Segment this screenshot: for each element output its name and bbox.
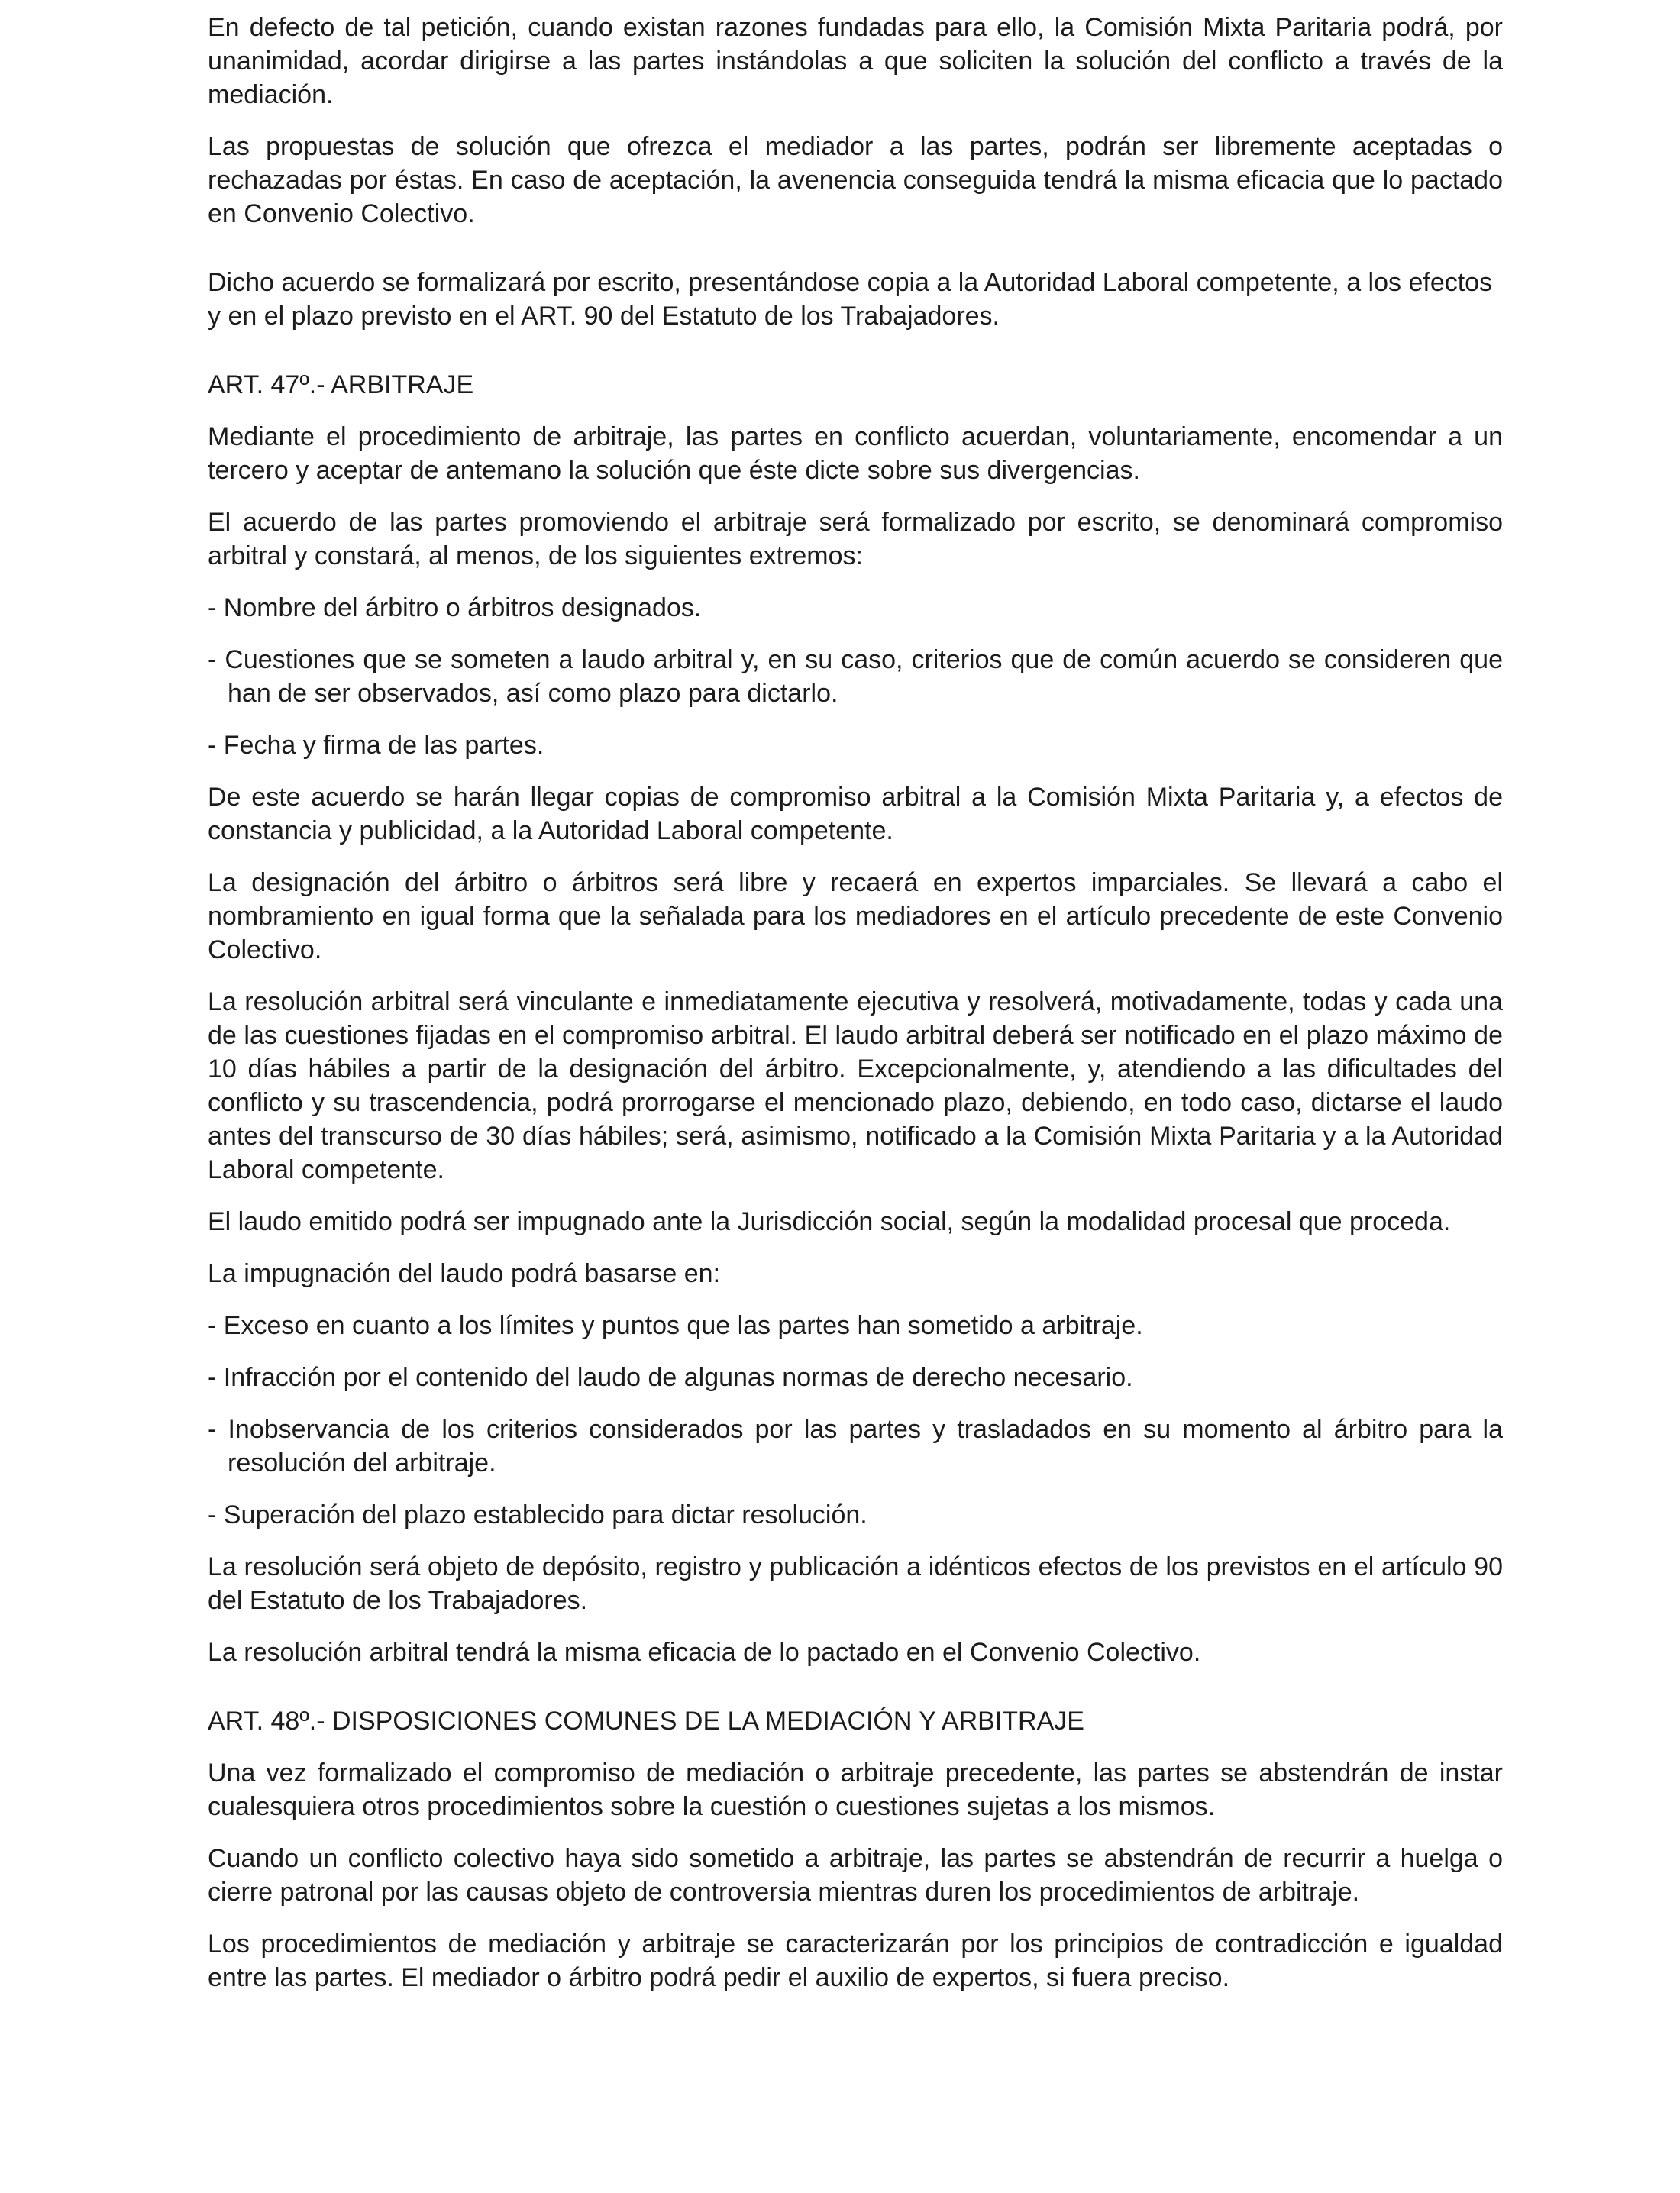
list-item: - Infracción por el contenido del laudo de algunas normas de derecho necesario. [208,1363,1133,1392]
article-48-heading: ART. 48º.- DISPOSICIONES COMUNES DE LA MEDIACIÓN Y ARBITRAJE [208,1707,1084,1736]
paragraph-mediation-request: En defecto de tal petición, cuando existan razones fundadas para ello, la Comisión Mixta Paritaria podrá, por unanimidad, acordar dirigirse a las partes instándolas a que soliciten la solución del conflicto a través de la mediación. [208,13,1503,109]
paragraph-challenge-grounds: La impugnación del laudo podrá basarse en: [208,1259,721,1288]
list-item: - Superación del plazo establecido para dictar resolución. [208,1500,867,1529]
list-item: - Exceso en cuanto a los límites y puntos que las partes han sometido a arbitraje. [208,1311,1143,1340]
paragraph-abstain-procedures: Una vez formalizado el compromiso de mediación o arbitraje precedente, las partes se abstendrán de instar cualesquiera otros procedimientos sobre la cuestión o cuestiones sujetas a los mismos. [208,1759,1503,1821]
paragraph-arbitration-definition: Mediante el procedimiento de arbitraje, las partes en conflicto acuerdan, voluntariamente, encomendar a un tercero y aceptar de antemano la solución que éste dicte sobre sus divergencias. [208,422,1503,485]
list-item: - Cuestiones que se someten a laudo arbitral y, en su caso, criterios que de común acuerdo se consideren que han de ser observados, así como plazo para dictarlo. [208,645,1503,708]
list-item: - Fecha y firma de las partes. [208,731,544,760]
paragraph-arbitral-commitment: El acuerdo de las partes promoviendo el arbitraje será formalizado por escrito, se denominará compromiso arbitral y constará, al menos, de los siguientes extremos: [208,508,1503,570]
paragraph-arbitral-resolution: La resolución arbitral será vinculante e inmediatamente ejecutiva y resolverá, motivadamente, todas y cada una de las cuestiones fijadas en el compromiso arbitral. El laudo arbitral deberá ser notificado en el plazo máximo de 10 días hábiles a partir de la designación del árbitro. Excepcionalmente, y, atendiendo a las dificultades del conflicto y su trascendencia, podrá prorrogarse el mencionado plazo, debiendo, en todo caso, dictarse el laudo antes del transcurso de 30 días hábiles; será, asimismo, notificado a la Comisión Mixta Paritaria y a la Autoridad Laboral competente. [208,987,1503,1184]
paragraph-mediator-proposals: Las propuestas de solución que ofrezca el mediador a las partes, podrán ser libremente aceptadas o rechazadas por éstas. En caso de aceptación, la avenencia conseguida tendrá la misma eficacia que lo pactado en Convenio Colectivo. [208,132,1503,228]
paragraph-deposit-registration: La resolución será objeto de depósito, registro y publicación a idénticos efectos de los previstos en el artículo 90 del Estatuto de los Trabajadores. [208,1552,1503,1615]
list-item: - Nombre del árbitro o árbitros designados. [208,593,702,622]
paragraph-copies-commitment: De este acuerdo se harán llegar copias de compromiso arbitral a la Comisión Mixta Paritaria y, a efectos de constancia y publicidad, a la Autoridad Laboral competente. [208,783,1503,845]
paragraph-principles: Los procedimientos de mediación y arbitraje se caracterizarán por los principios de contradicción e igualdad entre las partes. El mediador o árbitro podrá pedir el auxilio de expertos, si fuera preciso. [208,1930,1503,1992]
paragraph-arbitral-efficacy: La resolución arbitral tendrá la misma eficacia de lo pactado en el Convenio Colectivo. [208,1638,1201,1667]
document-page [208,11,1503,2013]
list-item: - Inobservancia de los criterios considerados por las partes y trasladados en su momento al árbitro para la resolución del arbitraje. [208,1415,1503,1478]
article-47-heading: ART. 47º.- ARBITRAJE [208,370,474,399]
paragraph-abstain-strike: Cuando un conflicto colectivo haya sido sometido a arbitraje, las partes se abstendrán de recurrir a huelga o cierre patronal por las causas objeto de controversia mientras duren los procedimientos de arbitraje. [208,1844,1503,1907]
paragraph-agreement-formalization: Dicho acuerdo se formalizará por escrito, presentándose copia a la Autoridad Laboral competente, a los efectos y en el plazo previsto en el ART. 90 del Estatuto de los Trabajadores. [208,268,1493,331]
paragraph-arbitrator-designation: La designación del árbitro o árbitros será libre y recaerá en expertos imparciales. Se llevará a cabo el nombramiento en igual forma que la señalada para los mediadores en el artículo precedente de este Convenio Colectivo. [208,868,1503,964]
paragraph-award-challenge: El laudo emitido podrá ser impugnado ante la Jurisdicción social, según la modalidad procesal que proceda. [208,1207,1451,1236]
